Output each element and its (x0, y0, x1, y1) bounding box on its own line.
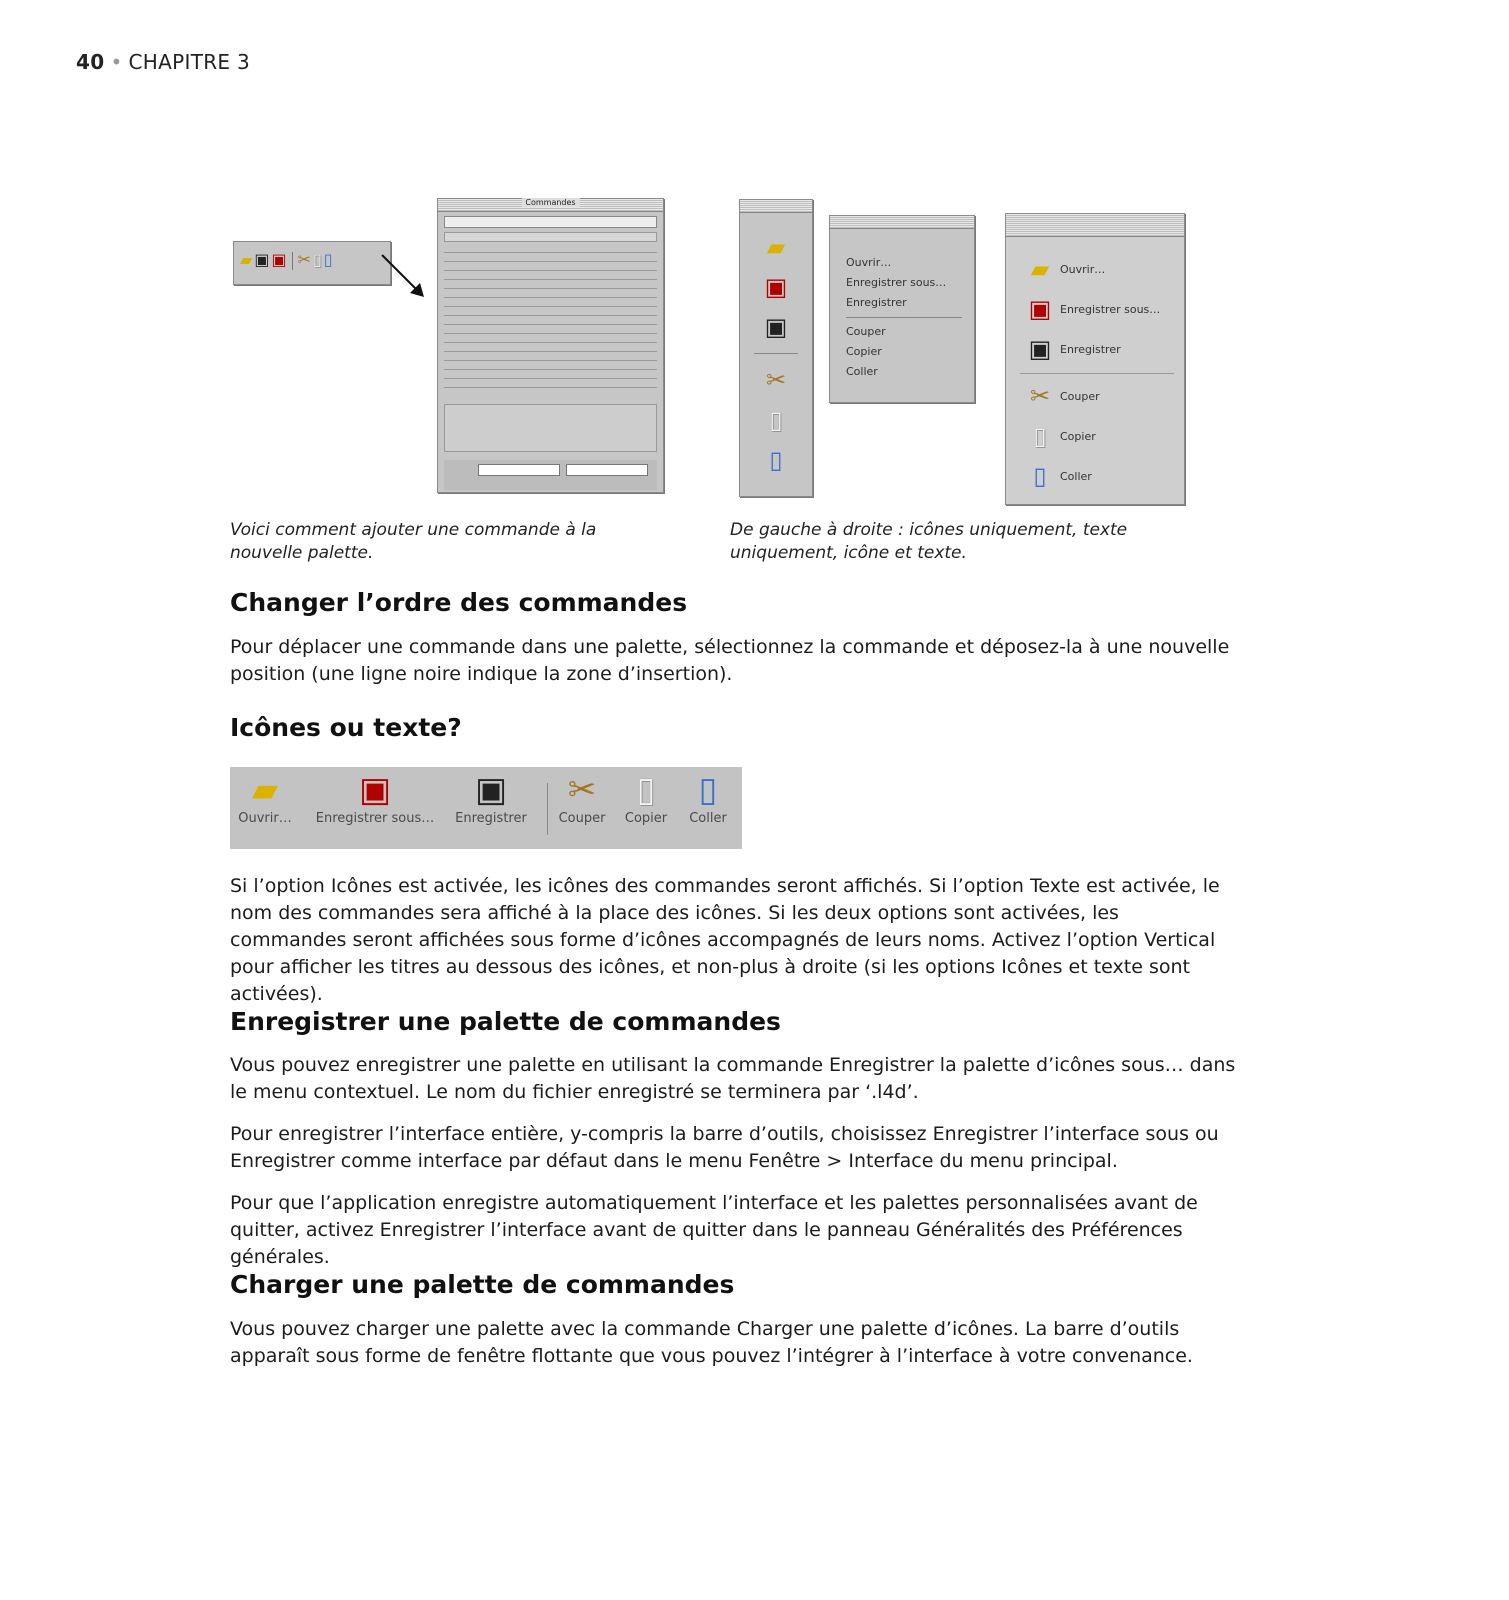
paragraph-load: Vous pouvez charger une palette avec la commande Charger une palette d’icônes. La barre d’outils apparaît sous forme de fenêtre flottante que vous pouvez l’intégrer à l’interface à votre convenance. (230, 1318, 1193, 1367)
toolbar-save-button[interactable] (448, 770, 534, 826)
paste-icon: ▯ (1033, 462, 1047, 490)
palette-item-copy[interactable]: Copier (1060, 429, 1096, 443)
paragraph-reorder: Pour déplacer une commande dans une palette, sélectionnez la commande et déposez-la à une nouvelle position (une ligne noire indique la zone d’insertion). (230, 636, 1230, 685)
menu-item-paste[interactable]: Coller (846, 365, 878, 378)
save-icon: ▣ (1028, 335, 1052, 363)
save-icon[interactable]: ▣ (764, 313, 788, 341)
paragraph-save-1: Vous pouvez enregistrer une palette en utilisant la commande Enregistrer la palette d’icônes sous… dans le menu contextuel. Le nom du fichier enregistré se terminera par ‘.l4d’. (230, 1054, 1236, 1103)
menu-item-save-as[interactable]: Enregistrer sous… (846, 276, 947, 289)
save-as-icon[interactable]: ▣ (764, 273, 788, 301)
scissors-icon: ✂ (1029, 382, 1051, 410)
save-icon: ▣ (474, 770, 508, 810)
caption-right: De gauche à droite : icônes uniquement, texte uniquement, icône et texte. (730, 520, 1128, 563)
toolbar-save-label: Enregistrer (455, 811, 527, 826)
figure-right (735, 195, 1195, 515)
toolbar-cut-label: Couper (558, 811, 606, 826)
palette-item-save[interactable]: Enregistrer (1060, 342, 1121, 356)
commands-tabs[interactable] (444, 232, 657, 242)
save-as-icon: ▣ (1028, 295, 1052, 323)
copy-icon: ▯ (1033, 422, 1047, 450)
copy-icon: ▯ (636, 770, 656, 810)
paragraph-icons-text: Si l’option Icônes est activée, les icônes des commandes seront affichés. Si l’option Texte est activée, le nom des commandes sera affiché à la place des icônes. Si les deux options sont activées, les commandes seront affichées sous forme d’icônes accompagnés de leurs noms. Activez l’option Vertical pour afficher les titres au dessous des icônes, et non-plus à droite (si les options Icônes et texte sont activées). (230, 875, 1220, 1005)
palette-item-cut[interactable]: Couper (1060, 389, 1100, 403)
palette-item-paste[interactable]: Coller (1060, 469, 1092, 483)
scissors-icon: ✂ (567, 770, 597, 810)
section-heading-icons-text: Icônes ou texte? (230, 713, 462, 742)
palette-item-save-as[interactable]: Enregistrer sous… (1060, 302, 1161, 316)
page-number: 40 (76, 50, 105, 74)
save-as-icon: ▣ (358, 770, 392, 810)
caption-left: Voici comment ajouter une commande à la nouvelle palette. (230, 520, 597, 563)
toolbar-cut-button[interactable] (554, 770, 610, 826)
save-as-icon: ▣ (271, 250, 287, 269)
toolbar-open-button[interactable] (234, 770, 296, 826)
section-heading-save: Enregistrer une palette de commandes (230, 1007, 781, 1036)
commands-window-titlebar[interactable] (438, 199, 663, 212)
icon-and-text-palette (1005, 213, 1185, 505)
copy-icon[interactable]: ▯ (769, 406, 783, 434)
paragraph-save-2: Pour enregistrer l’interface entière, y-compris la barre d’outils, choisissez Enregistrer l’interface sous ou Enregistrer comme interface par défaut dans le menu Fenêtre > Interface du menu principal. (230, 1123, 1219, 1172)
section-heading-reorder: Changer l’ordre des commandes (230, 588, 688, 617)
figure-left (230, 195, 670, 505)
paragraph-save-3: Pour que l’application enregistre automatiquement l’interface et les palettes personnalisées avant de quitter, activez Enregistrer l’interface avant de quitter dans le panneau Généralités des Préférences générales. (230, 1192, 1198, 1268)
small-palette (233, 241, 391, 285)
commands-window (437, 198, 664, 493)
command-details (444, 404, 657, 452)
commands-dropdown[interactable] (444, 216, 657, 228)
scissors-icon[interactable]: ✂ (765, 366, 787, 394)
palette-item-open[interactable]: Ouvrir… (1060, 262, 1106, 276)
toolbar-copy-label: Copier (624, 811, 668, 826)
commands-window-title: Commandes (521, 198, 579, 207)
menu-item-save[interactable]: Enregistrer (846, 296, 907, 309)
save-icon: ▣ (254, 250, 270, 269)
pointer-arrow (380, 253, 430, 303)
commands-list[interactable] (444, 246, 657, 396)
menu-item-open[interactable]: Ouvrir… (846, 256, 892, 269)
scissors-icon: ✂ (297, 250, 311, 269)
toolbar-save-as-label: Enregistrer sous… (315, 811, 435, 826)
toolbar-paste-button[interactable] (680, 770, 736, 826)
section-heading-load: Charger une palette de commandes (230, 1270, 735, 1299)
page-header (76, 50, 250, 74)
paste-icon: ▯ (698, 770, 718, 810)
folder-open-icon[interactable]: ▰ (766, 233, 786, 261)
paste-icon: ▯ (323, 250, 333, 269)
shortcut-fields[interactable] (444, 460, 657, 490)
copy-icon: ▯ (312, 250, 322, 269)
menu-item-copy[interactable]: Copier (846, 345, 882, 358)
text-only-palette (829, 215, 975, 403)
toolbar-paste-label: Coller (689, 811, 727, 826)
folder-open-icon: ▰ (251, 770, 279, 810)
chapter-label: CHAPITRE 3 (128, 50, 251, 74)
paste-icon[interactable]: ▯ (769, 446, 783, 474)
menu-item-cut[interactable]: Couper (846, 325, 886, 338)
toolbar-save-as-button[interactable] (310, 770, 440, 826)
icons-only-palette (739, 199, 813, 497)
toolbar-separator (547, 783, 548, 835)
toolbar-open-label: Ouvrir… (238, 811, 292, 826)
folder-open-icon: ▰ (1030, 255, 1050, 283)
example-toolbar (230, 767, 742, 849)
folder-open-icon: ▰ (240, 250, 253, 269)
toolbar-copy-button[interactable] (618, 770, 674, 826)
header-separator: • (110, 50, 123, 74)
